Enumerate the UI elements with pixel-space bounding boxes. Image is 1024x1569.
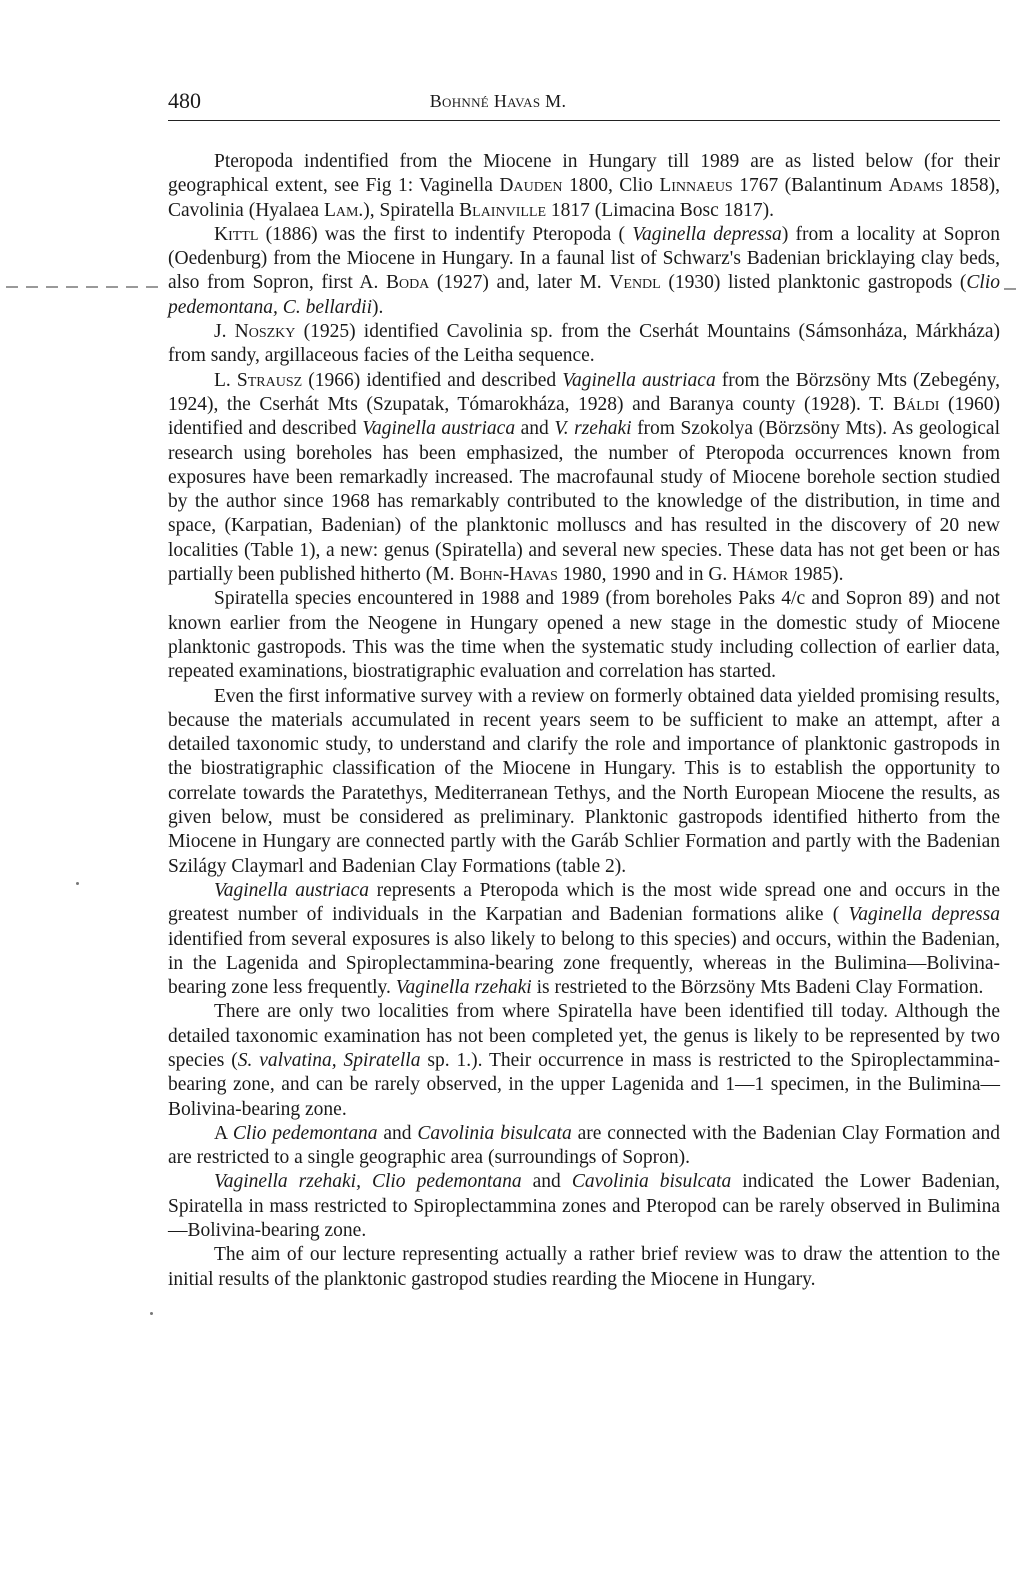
author-name: Báldi [892, 393, 940, 415]
text-span: (1886) was the first to indentify Pteropoda ( [258, 223, 633, 245]
text-span: J. [214, 321, 235, 343]
text-span: from Szokolya (Börzsöny Mts). As geological research using boreholes has been emphasized, the number of Pteropoda occurrences known from exposures have been remarkadly increased. The macrofaunal study of Miocene borehole section studied by the author since 1968 has remarkably contributed to the knowledge of the distribution, in time and space, (Karpatian, Badenian) of the planktonic molluscs and has resulted in the discovery of 20 new localities (Table 1), a new: genus (Spiratella) and several new species. These data has not get been or has partially been published hitherto (M. [168, 418, 1000, 586]
text-span: Even the first informative survey with a review on formerly obtained data yielded promising results, because the materials accumulated in recent years seem to be sufficient to make an attempt, after a detailed taxonomic study, to understand and clarify the role and importance of planktonic gastropods in the biostratigraphic classification of the Miocene in Hungary. This is to establish the opportunity to correlate towards the Paratethys, Mediterranean Tethys, and the North European Miocene the results, as given below, must be considered as preliminary. Planktonic gastropods identified hitherto from the Miocene in Hungary are connected partly with the Garáb Schlier Formation and partly with the Badenian Szilágy Claymarl and Badenian Clay Formations (table 2). [168, 685, 1000, 877]
text-span: A [214, 1122, 233, 1144]
italic-text: Vaginella austriaca [362, 418, 516, 440]
author-name: Blainville [459, 199, 547, 221]
paragraph [168, 320, 1000, 369]
italic-text: V. rzehaki [554, 418, 632, 440]
text-span: ). [372, 296, 384, 318]
text-span: and [515, 418, 555, 440]
text-span: 1817 (Limacina Bosc 1817). [546, 199, 775, 221]
author-name: Kittl [214, 223, 259, 245]
text-span: indicated the Lower Badenian, Spiratella in mass restricted to Spiroplectammina zones and Pteropod can be rarely observed in Bulimina—Bolivina-bearing zone. [168, 1171, 1001, 1242]
text-span: (1966) identified and described [302, 369, 563, 391]
italic-text: Vaginella austriaca [562, 369, 716, 391]
scan-artifact-mark [1004, 288, 1016, 290]
text-span: ) from a locality at Sopron (Oedenburg) from the Miocene in Hungary. In a faunal list of Schwarz's Badenian bricklaying clay beds, also from Sopron, first A. [168, 223, 1000, 294]
author-name: Strausz [236, 369, 303, 391]
paragraph [168, 587, 1000, 684]
paragraph [168, 1122, 1000, 1171]
italic-text: Vaginella austriaca [214, 879, 369, 901]
text-span: identified from several exposures is also likely to belong to this species) and occurs, within the Badenian, in the Lagenida and Spiroplectammina-bearing zone frequently, whereas in the Bulimina—Bolivina-bearing zone less frequently. [168, 928, 1000, 999]
author-name: Dauden [499, 175, 563, 197]
text-span: Spiratella species encountered in 1988 and 1989 (from boreholes Paks 4/c and Sopron 89) and not known earlier from the Neogene in Hungary opened a new stage in the domestic study of Miocene planktonic gastropods. This was the time when the systematic study including collection of earlier data, repeated examinations, biostratigraphic evaluation and correlation has started. [168, 588, 1000, 683]
paragraph [168, 150, 1000, 223]
italic-text: Cavolinia bisulcata [571, 1171, 732, 1193]
author-name: Noszky [234, 321, 296, 343]
text-span: and [521, 1171, 572, 1193]
text-span: .), Spiratella [358, 199, 460, 221]
text-span: is restrieted to the Börzsöny Mts Badeni Clay Formation. [531, 977, 984, 999]
italic-text: Cavolinia bisulcata [417, 1122, 572, 1144]
text-span: 1800, Clio [562, 175, 660, 197]
text-span: L. [214, 369, 237, 391]
text-span: (1960) identified and described [168, 393, 1000, 440]
text-span: 1767 (Balantinum [732, 175, 889, 197]
text-span: 1858), Cavolinia (Hyalaea [168, 175, 1000, 221]
text-span: 1985). [788, 564, 844, 586]
author-name: Lam [323, 199, 359, 221]
text-span: sp. 1.). Their occurrence in mass is restricted to the Spiroplectammina-bearing zone, and can be rarely observed, in the upper Lagenida and 1—1 specimen, in the Bulimina—Bolivina-bearing zone. [168, 1049, 1001, 1120]
page-header [168, 86, 1000, 121]
page-number: 480 [168, 88, 201, 113]
scan-artifact-line [6, 286, 162, 288]
italic-text: Clio pedemontana [232, 1122, 378, 1144]
author-name: Hámor [732, 564, 789, 586]
italic-text: S. valvatina, Spiratella [237, 1049, 421, 1071]
paragraph [168, 369, 1000, 588]
author-name: Linnaeus [659, 175, 733, 197]
scan-speck [76, 882, 79, 885]
text-span: (1927) and, later M. [429, 272, 610, 294]
text-span: represents a Pteropoda which is the most wide spread one and occurs in the greatest number of individuals in the Karpatian and Badenian formations alike ( [168, 879, 1001, 926]
paragraph [168, 685, 1000, 879]
author-name: Bohn-Havas [459, 564, 558, 586]
text-span: (1930) listed planktonic gastropods ( [660, 272, 967, 294]
text-span: 1980, 1990 and in G. [557, 564, 733, 586]
text-span: from the Börzsöny Mts (Zebegény, 1924), the Cserhát Mts (Szupatak, Tómarokháza, 1928) and Baranya county (1928). T. [168, 369, 1000, 415]
text-span: are connected with the Badenian Clay Formation and are restricted to a single geographic area (surroundings of Sopron). [168, 1122, 1001, 1169]
italic-text: Vaginella depressa [632, 223, 782, 245]
text-span: Pteropoda indentified from the Miocene in Hungary till 1989 are as listed below (for their geographical extent, see Fig 1: Vaginella [168, 151, 1000, 197]
paragraph [168, 1000, 1000, 1121]
paragraph [168, 879, 1000, 1000]
text-span: and [377, 1122, 418, 1144]
paragraph [168, 1243, 1000, 1292]
text-span: There are only two localities from where Spiratella have been identified till today. Although the detailed taxonomic examination has not been completed yet, the genus is likely to be represented by two species ( [168, 1001, 1000, 1071]
running-head-author: Bohnné Havas M. [429, 91, 567, 111]
author-name: Adams [888, 175, 944, 197]
article-body [168, 150, 1000, 1292]
italic-text: Clio pedemontana, C. bellardii [168, 272, 1000, 318]
text-span: The aim of our lecture representing actually a rather brief review was to draw the attention to the initial results of the planktonic gastropod studies rearding the Miocene in Hungary. [168, 1244, 1000, 1290]
paragraph [168, 223, 1000, 320]
author-name: Boda [385, 272, 430, 294]
italic-text: Vaginella rzehaki [395, 977, 532, 999]
italic-text: Vaginella rzehaki, Clio pedemontana [214, 1171, 522, 1193]
scan-speck [150, 1312, 153, 1315]
italic-text: Vaginella depressa [848, 904, 1000, 926]
author-name: Vendl [609, 272, 661, 294]
text-span: (1925) identified Cavolinia sp. from the Cserhát Mountains (Sámsonháza, Márkháza) from sandy, argillaceous facies of the Leitha sequence. [168, 321, 1000, 367]
paragraph [168, 1170, 1000, 1243]
